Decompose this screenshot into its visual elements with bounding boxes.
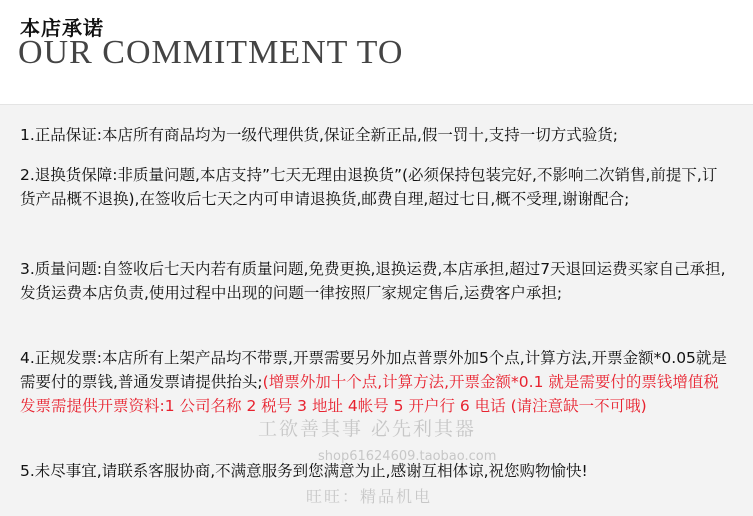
watermark-url: shop61624609.taobao.com: [318, 449, 497, 464]
commitment-item-2: 2.退换货保障:非质量问题,本店支持”七天无理由退换货”(必须保持包装完好,不影响二次销售,前提下,订货产品概不退换),在签收后七天之内可申请退换货,邮费自理,超过七日,概不受理,谢谢配合;: [20, 166, 718, 208]
watermark-shop-name: 旺旺：精品机电: [306, 487, 433, 506]
title-chinese: 本店承诺: [20, 16, 104, 40]
commitment-item-5: 5.未尽事宜,请联系客服协商,不满意服务到您满意为止,感谢互相体谅,祝您购物愉快!: [20, 462, 588, 480]
commitment-item-3: 3.质量问题:自签收后七天内若有质量问题,免费更换,退换运费,本店承担,超过7天退回运费买家自己承担,发货运费本店负责,使用过程中出现的问题一律按照厂家规定售后,运费客户承担;: [20, 260, 726, 302]
title-english: OUR COMMITMENT TO: [18, 34, 404, 71]
commitment-item-4-highlight: (增票外加十个点,计算方法,开票金额*0.1 就是需要付的票钱增值税发票需提供开票资料:1 公司名称 2 税号 3 地址 4帐号 5 开户行 6 电话 (请注意缺一不可哦): [20, 373, 719, 415]
commitment-item-4-text: 4.正规发票:本店所有上架产品均不带票,开票需要另外加点普票外加5个点,计算方法,开票金额*0.05就是需要付的票钱,普通发票请提供抬头;: [20, 349, 727, 391]
commitment-item-4: [20, 346, 730, 418]
watermark-slogan: 工欲善其事 必先利其器: [258, 418, 477, 440]
page-header: [0, 0, 753, 105]
commitment-item-1: 1.正品保证:本店所有商品均为一级代理供货,保证全新正品,假一罚十,支持一切方式验货;: [20, 126, 619, 144]
